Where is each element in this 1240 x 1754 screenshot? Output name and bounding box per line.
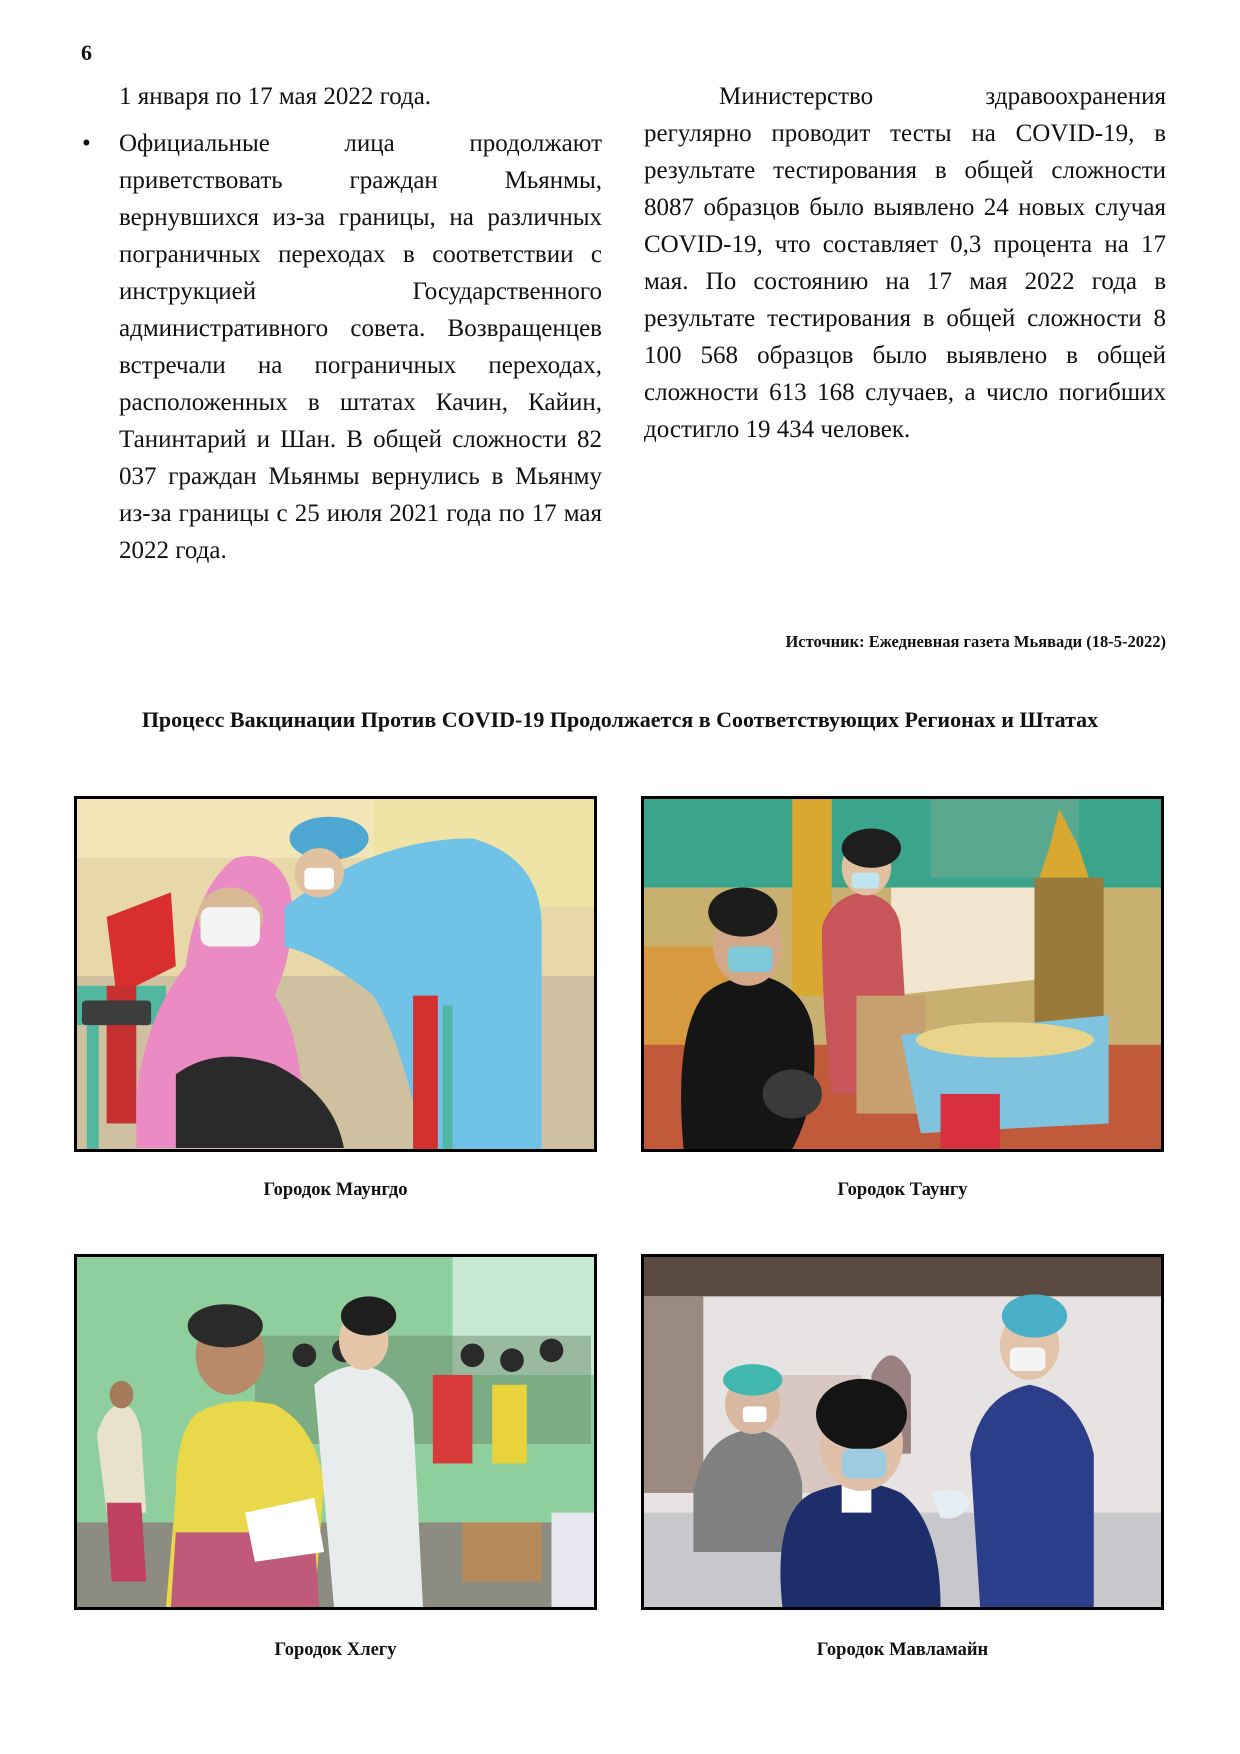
photo-image xyxy=(644,1257,1161,1607)
continuation-text: 1 января по 17 мая 2022 года. xyxy=(119,83,432,110)
right-text-column xyxy=(644,78,1166,448)
left-text-column xyxy=(82,78,602,569)
photo-image xyxy=(77,799,594,1149)
vaccination-photo-maungdaw xyxy=(74,796,597,1152)
page-number: 6 xyxy=(81,40,92,65)
photo-caption-maungdaw: Городок Маунгдо xyxy=(263,1180,408,1200)
photo-caption-taungoo: Городок Таунгу xyxy=(837,1180,968,1200)
bullet-icon: • xyxy=(82,130,91,157)
vaccination-photo-taungoo xyxy=(641,796,1164,1152)
covid-testing-paragraph: Министерство здравоохранения регулярно проводит тесты на COVID-19, в результате тестирования в общей сложности 8087 образцов было выявлено 24 новых случая COVID-19, что составляет 0,3 процента на 17 мая. По состоянию на 17 мая 2022 года в результате тестирования в общей сложности 8 100 568 образцов было выявлено в общей сложности 613 168 случаев, а число погибших достигло 19 434 человек. xyxy=(644,83,1166,443)
vaccination-photo-mawlamyine xyxy=(641,1254,1164,1610)
photo-image xyxy=(77,1257,594,1607)
photo-image xyxy=(644,799,1161,1149)
bullet-text: Официальные лица продолжают приветствовать граждан Мьянмы, вернувшихся из-за границы, на различных пограничных переходах в соответствии с инструкцией Государственного административного совета. Возвращенцев встречали на пограничных переходах, расположенных в штатах Качин, Кайин, Танинтарий и Шан. В общей сложности 82 037 граждан Мьянмы вернулись в Мьянму из-за границы с 25 июля 2021 года по 17 мая 2022 года. xyxy=(119,130,602,564)
photo-caption-hlegu: Городок Хлегу xyxy=(274,1640,397,1660)
vaccination-photo-hlegu xyxy=(74,1254,597,1610)
photo-caption-mawlamyine: Городок Мавламайн xyxy=(816,1640,989,1660)
section-title: Процесс Вакцинации Против COVID-19 Продолжается в Соответствующих Регионах и Штатах xyxy=(141,707,1099,732)
source-citation: Источник: Ежедневная газета Мьявади (18-5-2022) xyxy=(785,632,1166,651)
bullet-paragraph xyxy=(82,125,602,569)
